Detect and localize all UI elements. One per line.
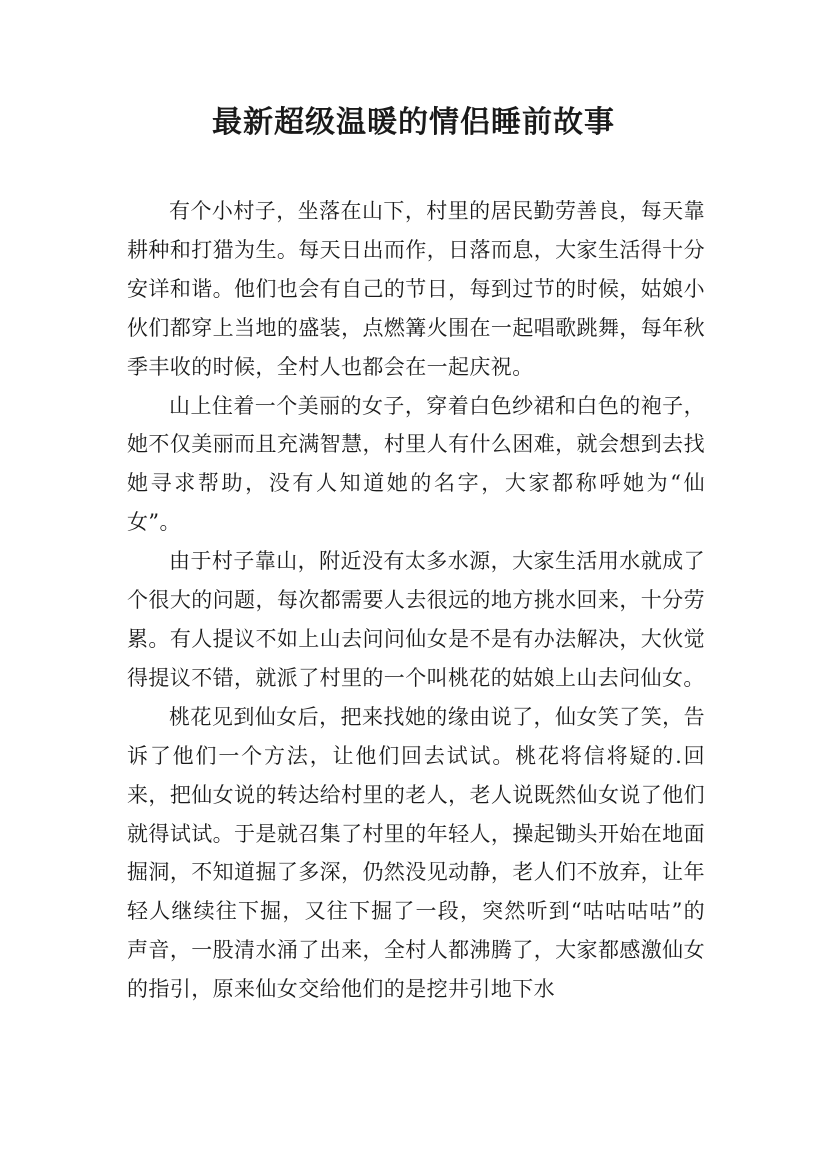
paragraph-3: 由于村子靠山，附近没有太多水源，大家生活用水就成了个很大的问题，每次都需要人去很远的地方挑水回来，十分劳累。有人提议不如上山去问问仙女是不是有办法解决，大伙觉得提议不错，就派了村里的一个叫桃花的姑娘上山去问仙女。 xyxy=(127,549,705,690)
document-body xyxy=(127,192,705,1009)
paragraph-1: 有个小村子，坐落在山下，村里的居民勤劳善良，每天靠耕种和打猎为生。每天日出而作，日落而息，大家生活得十分安详和谐。他们也会有自己的节日，每到过节的时候，姑娘小伙们都穿上当地的盛装，点燃篝火围在一起唱歌跳舞，每年秋季丰收的时候，全村人也都会在一起庆祝。 xyxy=(127,199,705,379)
paragraph-2: 山上住着一个美丽的女子，穿着白色纱裙和白色的袍子，她不仅美丽而且充满智慧，村里人有什么困难，就会想到去找她寻求帮助，没有人知道她的名字，大家都称呼她为“仙女”。 xyxy=(127,393,705,535)
paragraph-4: 桃花见到仙女后，把来找她的缘由说了，仙女笑了笑，告诉了他们一个方法，让他们回去试试。桃花将信将疑的.回来，把仙女说的转达给村里的老人，老人说既然仙女说了他们就得试试。于是就召集了村里的年轻人，操起锄头开始在地面掘洞，不知道掘了多深，仍然没见动静，老人们不放弃，让年轻人继续往下掘，又往下掘了一段，突然听到“咕咕咕咕”的声音，一股清水涌了出来，全村人都沸腾了，大家都感激仙女的指引，原来仙女交给他们的是挖井引地下水 xyxy=(127,704,705,1002)
document-title: 最新超级温暖的情侣睡前故事 xyxy=(212,105,615,140)
